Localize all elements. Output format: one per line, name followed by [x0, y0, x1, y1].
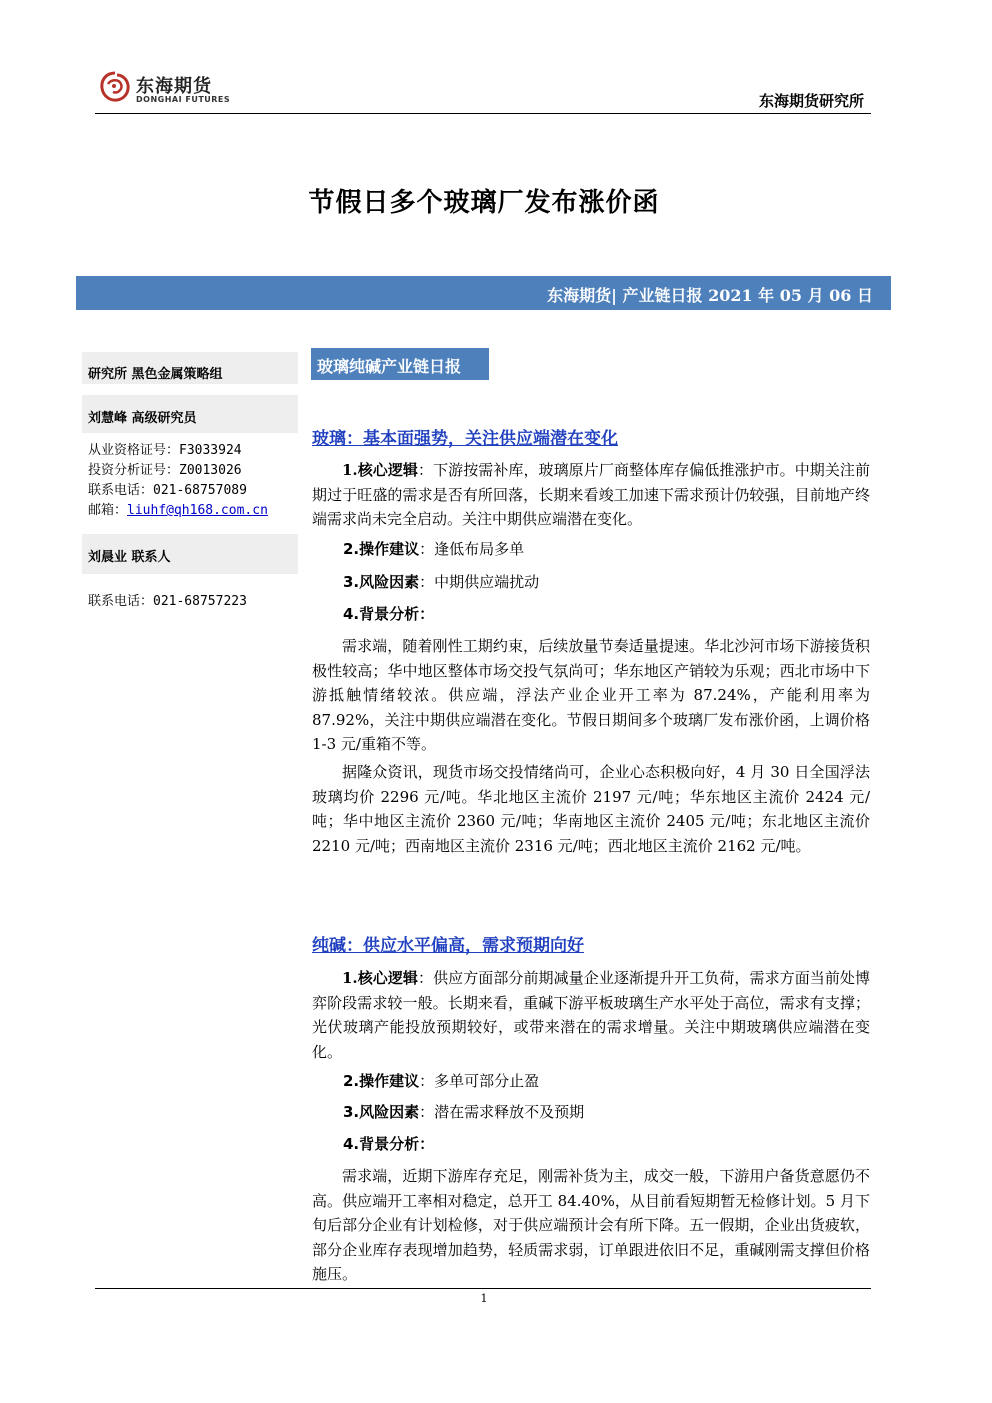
glass-bg-colon: ： [419, 605, 435, 623]
dept-label: 研究所 黑色金属策略组 [88, 367, 223, 382]
date-banner [76, 276, 891, 310]
glass-bg-paragraph-1: 需求端，随着刚性工期约束，后续放量节奏适量提速。华北沙河市场下游接货积极性较高；华中地区整体市场交投气氛尚可；华东地区产销较为乐观；西北市场中下游抵触情绪较浓。供应端，浮法产业企业开工率为 87.24%，产能利用率为 87.92%，关注中期供应端潜在变化。节假日期间多个玻璃厂发布涨价函，上调价格 1-3 元/重箱不等。 [312, 637, 870, 753]
email-label: 邮箱： [88, 503, 128, 518]
soda-bg-label: 4.背景分析 [343, 1135, 420, 1153]
donghai-logo [98, 70, 231, 108]
institute-name: 东海期货研究所 [758, 92, 864, 110]
analyst-2-title: 刘晨业 联系人 [88, 550, 171, 565]
soda-risk-text: ：潜在需求释放不及预期 [419, 1103, 585, 1121]
glass-op-label: 2.操作建议 [343, 540, 420, 558]
analyst-1-cert-1: 从业资格证号：F3033924 [88, 443, 242, 458]
report-title: 节假日多个玻璃厂发布涨价函 [308, 188, 660, 218]
soda-risk-label: 3.风险因素 [343, 1103, 420, 1121]
glass-op-advice [343, 538, 524, 559]
sidebar-analyst-1 [82, 395, 298, 433]
soda-core-label: 1.核心逻辑 [342, 969, 418, 987]
soda-op-advice [343, 1070, 539, 1091]
glass-risk-text: ：中期供应端扰动 [419, 573, 540, 591]
glass-risk-label: 3.风险因素 [343, 573, 420, 591]
glass-bg-label: 4.背景分析 [343, 605, 420, 623]
soda-risk [343, 1101, 584, 1122]
analyst-1-email-row [88, 499, 268, 518]
report-type-tag [311, 348, 489, 380]
soda-op-text: ：多单可部分止盈 [419, 1072, 540, 1090]
footer-divider [95, 1288, 871, 1289]
soda-section-heading[interactable]: 纯碱：供应水平偏高，需求预期向好 [312, 936, 584, 956]
analyst-1-phone: 联系电话：021-68757089 [88, 483, 247, 498]
date-banner-text: 东海期货| 产业链日报 2021 年 05 月 06 日 [547, 286, 873, 305]
sidebar-dept [82, 352, 298, 384]
logo-chinese-text: 东海期货 [136, 76, 212, 97]
glass-risk [343, 571, 539, 592]
glass-core-text: ：下游按需补库，玻璃原片厂商整体库存偏低推涨护市。中期关注前期过于旺盛的需求是否有所回落，长期来看竣工加速下需求预计仍较强，目前地产终端需求尚未完全启动。关注中期供应端潜在变化。 [312, 461, 870, 528]
soda-bg-paragraph-1: 需求端，近期下游库存充足，刚需补货为主，成交一般，下游用户备货意愿仍不高。供应端开工率相对稳定，总开工 84.40%，从目前看短期暂无检修计划。5 月下旬后部分企业有计划检修，对于供应端预计会有所下降。五一假期，企业出货疲软，部分企业库存表现增加趋势，轻质需求弱，订单跟进依旧不足，重碱刚需支撑但价格施压。 [312, 1167, 870, 1283]
analyst-1-cert-2: 投资分析证号：Z0013026 [88, 463, 242, 478]
logo-english-text: DONGHAI FUTURES [136, 95, 231, 104]
glass-bg-paragraph-2: 据隆众资讯，现货市场交投情绪尚可，企业心态积极向好，4 月 30 日全国浮法玻璃均价 2296 元/吨。华北地区主流价 2197 元/吨；华东地区主流价 2424 元/吨；华中地区主流价 2360 元/吨；华南地区主流价 2405 元/吨；东北地区主流价 2210 元/吨；西南地区主流价 2316 元/吨；西北地区主流价 2162 元/吨。 [312, 763, 870, 855]
report-type-label: 玻璃纯碱产业链日报 [317, 357, 462, 376]
header-divider [95, 113, 871, 114]
soda-op-label: 2.操作建议 [343, 1072, 420, 1090]
glass-section-heading[interactable]: 玻璃：基本面强势，关注供应端潜在变化 [312, 429, 618, 449]
glass-core-logic [312, 458, 870, 532]
soda-bg-heading [343, 1133, 434, 1154]
glass-op-text: ：逢低布局多单 [419, 540, 525, 558]
soda-core-logic [312, 966, 870, 1064]
glass-core-label: 1.核心逻辑 [342, 461, 418, 479]
sidebar-analyst-2 [82, 534, 298, 574]
soda-core-text: ：供应方面部分前期减量企业逐渐提升开工负荷，需求方面当前处博弈阶段需求较一般。长期来看，重碱下游平板玻璃生产水平处于高位，需求有支撑；光伏玻璃产能投放预期较好，或带来潜在的需求增量。关注中期玻璃供应端潜在变化。 [312, 969, 870, 1061]
email-link[interactable]: liuhf@qh168.com.cn [127, 503, 268, 518]
soda-bg-colon: ： [419, 1135, 435, 1153]
analyst-1-title: 刘慧峰 高级研究员 [88, 411, 197, 426]
glass-bg-heading [343, 603, 434, 624]
dragon-logo-icon [98, 70, 132, 104]
page-number: 1 [480, 1292, 488, 1305]
analyst-2-phone: 联系电话：021-68757223 [88, 594, 247, 609]
